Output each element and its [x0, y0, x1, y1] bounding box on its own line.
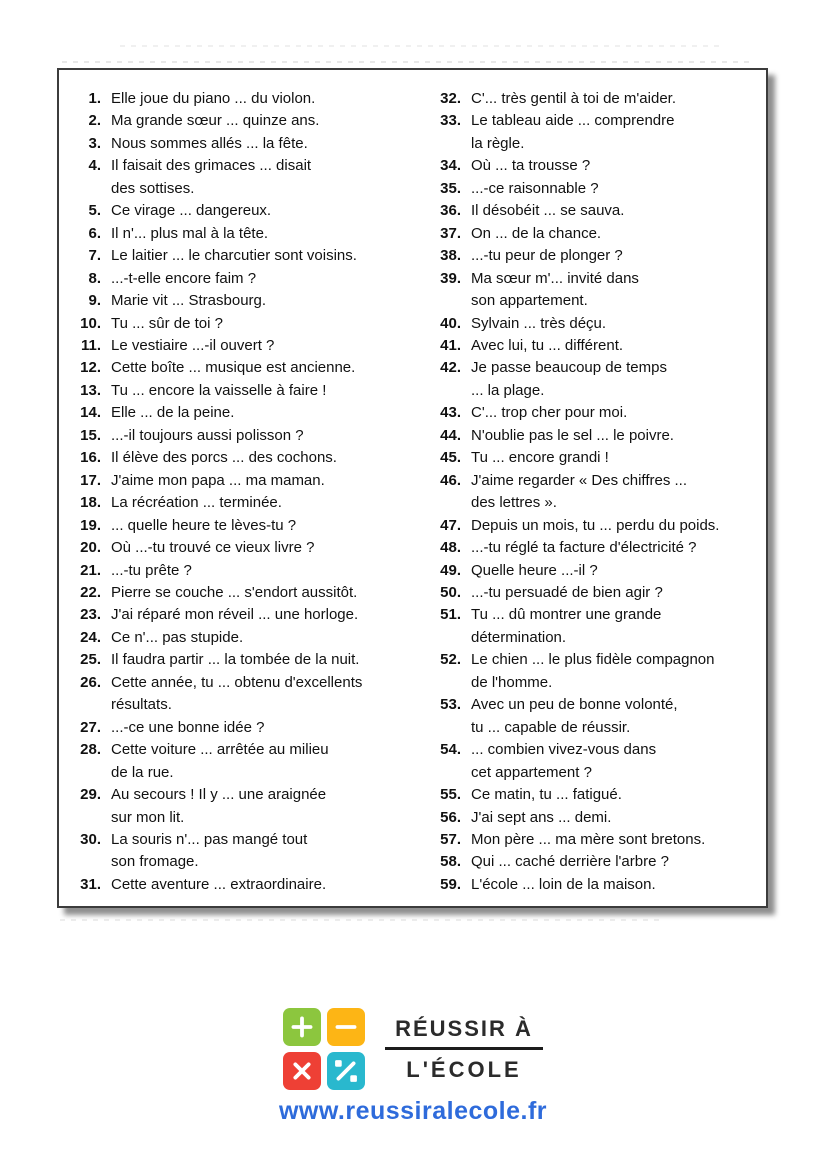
item-text: Le laitier ... le charcutier sont voisins.	[111, 247, 357, 265]
percent-icon	[327, 1052, 365, 1090]
site-footer	[0, 1008, 826, 1126]
scan-artifact	[60, 919, 660, 921]
exercise-item	[433, 223, 719, 245]
item-number: 13.	[80, 381, 101, 399]
item-number: 46.	[440, 471, 461, 489]
item-text: Cette aventure ... extraordinaire.	[111, 875, 327, 893]
item-text: Où ... ta trousse ?	[471, 157, 591, 175]
exercise-item	[73, 874, 362, 896]
exercise-item	[433, 357, 719, 402]
item-text: Le vestiaire ...-il ouvert ?	[111, 336, 275, 354]
item-text: Le tableau aide ... comprendre la règle.	[471, 112, 675, 152]
item-text: Cette année, tu ... obtenu d'excellents résultats.	[111, 673, 363, 714]
item-text: Qui ... caché derrière l'arbre ?	[471, 853, 669, 871]
item-text: Sylvain ... très déçu.	[471, 314, 607, 332]
item-text: Je passe beaucoup de temps ... la plage.	[471, 359, 667, 399]
exercise-item	[433, 313, 719, 335]
item-text: Tu ... dû montrer une grande détermination.	[471, 606, 662, 646]
item-text: Elle ... de la peine.	[111, 404, 235, 422]
item-text: C'... très gentil à toi de m'aider.	[471, 90, 676, 107]
item-number: 47.	[440, 516, 461, 534]
multiply-icon	[283, 1052, 321, 1090]
item-number: 44.	[440, 426, 461, 444]
scan-artifact	[62, 61, 752, 63]
item-text: Il faudra partir ... la tombée de la nuit.	[111, 651, 360, 669]
exercise-item	[433, 155, 719, 177]
item-number: 21.	[80, 561, 101, 579]
item-number: 39.	[440, 269, 461, 287]
exercise-item	[433, 582, 719, 604]
item-number: 18.	[80, 494, 101, 512]
item-number: 1.	[88, 90, 101, 107]
item-number: 27.	[80, 718, 101, 736]
item-text: Il élève des porcs ... des cochons.	[111, 449, 337, 467]
item-number: 17.	[80, 471, 101, 489]
item-number: 31.	[80, 875, 101, 893]
exercise-item	[73, 357, 362, 379]
item-number: 42.	[440, 359, 461, 377]
item-number: 3.	[88, 134, 101, 152]
item-text: Avec un peu de bonne volonté, tu ... capable de réussir.	[471, 696, 678, 736]
exercise-item	[73, 425, 362, 447]
item-number: 4.	[88, 157, 101, 175]
site-logo	[283, 1008, 543, 1090]
exercise-item	[433, 402, 719, 424]
exercise-item	[433, 425, 719, 447]
exercise-item	[73, 290, 362, 312]
item-text: C'... trop cher pour moi.	[471, 404, 628, 422]
exercise-item	[433, 515, 719, 537]
exercise-item	[433, 829, 719, 851]
item-number: 49.	[440, 561, 461, 579]
item-text: ...-tu persuadé de bien agir ?	[471, 583, 663, 601]
item-number: 33.	[440, 112, 461, 130]
item-number: 45.	[440, 449, 461, 467]
item-text: Ce n'... pas stupide.	[111, 628, 244, 646]
item-text: ...-il toujours aussi polisson ?	[111, 426, 304, 444]
item-number: 50.	[440, 583, 461, 601]
item-number: 57.	[440, 830, 461, 848]
exercise-item	[73, 717, 362, 739]
item-text: ...-ce raisonnable ?	[471, 179, 599, 197]
logo-text	[385, 1016, 543, 1083]
item-text: Quelle heure ...-il ?	[471, 561, 598, 579]
exercise-column-left	[73, 88, 362, 896]
plus-icon	[283, 1008, 321, 1046]
exercise-item	[73, 649, 362, 671]
item-text: Tu ... encore la vaisselle à faire !	[111, 381, 327, 399]
item-number: 28.	[80, 741, 101, 759]
exercise-item	[73, 110, 362, 132]
item-number: 14.	[80, 404, 101, 422]
item-number: 7.	[88, 247, 101, 265]
exercise-item	[433, 874, 719, 896]
item-number: 53.	[440, 696, 461, 714]
scan-artifact	[120, 45, 720, 47]
exercise-item	[73, 335, 362, 357]
worksheet-panel	[57, 68, 768, 908]
site-url: www.reussiralecole.fr	[278, 1097, 548, 1125]
exercise-item	[433, 447, 719, 469]
exercise-item	[73, 380, 362, 402]
exercise-item	[73, 829, 362, 874]
item-text: ...-tu peur de plonger ?	[471, 247, 623, 265]
item-text: Tu ... sûr de toi ?	[111, 314, 223, 332]
item-text: Au secours ! Il y ... une araignée sur mon lit.	[111, 786, 327, 826]
item-text: Mon père ... ma mère sont bretons.	[471, 830, 706, 848]
item-text: ...-tu réglé ta facture d'électricité ?	[471, 539, 697, 557]
item-number: 25.	[80, 651, 101, 669]
item-number: 6.	[88, 224, 101, 242]
exercise-item	[73, 739, 362, 784]
item-number: 10.	[80, 314, 101, 332]
item-text: Elle joue du piano ... du violon.	[111, 90, 316, 107]
item-text: N'oublie pas le sel ... le poivre.	[471, 426, 674, 444]
item-text: Il n'... plus mal à la tête.	[111, 224, 269, 242]
item-text: Ma grande sœur ... quinze ans.	[111, 112, 320, 130]
item-text: La récréation ... terminée.	[111, 494, 282, 512]
item-number: 48.	[440, 539, 461, 557]
item-text: Avec lui, tu ... différent.	[471, 336, 624, 354]
item-text: Cette boîte ... musique est ancienne.	[111, 359, 356, 377]
item-number: 34.	[440, 157, 461, 175]
item-number: 36.	[440, 202, 461, 220]
exercise-item	[433, 784, 719, 806]
item-number: 41.	[440, 336, 461, 354]
item-text: Marie vit ... Strasbourg.	[111, 292, 267, 310]
exercise-item	[73, 313, 362, 335]
item-text: ...-t-elle encore faim ?	[111, 269, 257, 287]
item-number: 24.	[80, 628, 101, 646]
logo-icon-grid	[283, 1008, 365, 1090]
exercise-item	[73, 582, 362, 604]
item-number: 2.	[88, 112, 101, 130]
item-number: 59.	[440, 875, 461, 893]
item-number: 56.	[440, 808, 461, 826]
item-number: 40.	[440, 314, 461, 332]
exercise-item	[433, 739, 719, 784]
item-number: 26.	[80, 673, 101, 691]
exercise-item	[433, 470, 719, 515]
item-text: J'aime mon papa ... ma maman.	[111, 471, 325, 489]
item-text: Il faisait des grimaces ... disait des sottises.	[111, 157, 312, 197]
exercise-item	[73, 672, 362, 717]
item-text: ... quelle heure te lèves-tu ?	[111, 516, 297, 534]
item-number: 22.	[80, 583, 101, 601]
item-text: Tu ... encore grandi !	[471, 449, 609, 467]
item-text: Il désobéit ... se sauva.	[471, 202, 625, 220]
item-text: Ce matin, tu ... fatigué.	[471, 786, 622, 804]
item-text: Depuis un mois, tu ... perdu du poids.	[471, 516, 720, 534]
exercise-item	[73, 537, 362, 559]
exercise-item	[73, 88, 362, 110]
exercise-item	[433, 268, 719, 313]
minus-icon	[327, 1008, 365, 1046]
item-number: 51.	[440, 606, 461, 624]
item-text: La souris n'... pas mangé tout son fromage.	[111, 830, 308, 871]
item-number: 9.	[88, 292, 101, 310]
exercise-item	[433, 851, 719, 873]
item-number: 54.	[440, 741, 461, 759]
exercise-item	[73, 200, 362, 222]
logo-title-bottom: L'ÉCOLE	[406, 1056, 522, 1082]
item-text: J'ai sept ans ... demi.	[471, 808, 612, 826]
item-number: 35.	[440, 179, 461, 197]
exercise-item	[433, 604, 719, 649]
exercise-item	[73, 784, 362, 829]
item-number: 52.	[440, 651, 461, 669]
item-number: 11.	[80, 336, 101, 354]
item-text: ...-ce une bonne idée ?	[111, 718, 265, 736]
exercise-item	[433, 807, 719, 829]
item-number: 58.	[440, 853, 461, 871]
exercise-item	[433, 88, 719, 110]
exercise-item	[73, 268, 362, 290]
exercise-item	[73, 245, 362, 267]
exercise-item	[433, 178, 719, 200]
exercise-item	[73, 402, 362, 424]
item-text: On ... de la chance.	[471, 224, 602, 242]
item-text: J'aime regarder « Des chiffres ... des lettres ».	[471, 471, 688, 512]
logo-divider	[385, 1047, 543, 1050]
item-number: 15.	[80, 426, 101, 444]
exercise-item	[73, 133, 362, 155]
exercise-item	[433, 649, 719, 694]
exercise-item	[433, 200, 719, 222]
exercise-item	[433, 537, 719, 559]
item-number: 12.	[80, 359, 101, 377]
item-number: 5.	[88, 202, 101, 220]
item-number: 29.	[80, 786, 101, 804]
item-number: 19.	[80, 516, 101, 534]
exercise-item	[433, 560, 719, 582]
exercise-item	[73, 604, 362, 626]
item-number: 32.	[440, 90, 461, 107]
item-text: Nous sommes allés ... la fête.	[111, 134, 308, 152]
item-number: 55.	[440, 786, 461, 804]
exercise-item	[73, 470, 362, 492]
item-text: Le chien ... le plus fidèle compagnon de l'homme.	[471, 651, 715, 691]
item-text: Ma sœur m'... invité dans son appartement.	[471, 269, 639, 310]
exercise-item	[73, 515, 362, 537]
item-number: 20.	[80, 539, 101, 557]
item-number: 43.	[440, 404, 461, 422]
item-number: 8.	[88, 269, 101, 287]
exercise-item	[73, 155, 362, 200]
item-number: 16.	[80, 449, 101, 467]
item-text: Où ...-tu trouvé ce vieux livre ?	[111, 539, 315, 557]
item-number: 38.	[440, 247, 461, 265]
item-text: L'école ... loin de la maison.	[471, 875, 656, 893]
item-number: 23.	[80, 606, 101, 624]
exercise-item	[73, 627, 362, 649]
exercise-item	[433, 335, 719, 357]
item-number: 30.	[80, 830, 101, 848]
item-text: ...-tu prête ?	[111, 561, 192, 579]
exercise-item	[73, 223, 362, 245]
item-text: ... combien vivez-vous dans cet appartement ?	[471, 741, 657, 781]
logo-title-top: RÉUSSIR À	[395, 1015, 533, 1041]
exercise-item	[433, 245, 719, 267]
exercise-item	[73, 492, 362, 514]
exercise-column-right	[433, 88, 719, 896]
exercise-item	[433, 110, 719, 155]
item-text: Pierre se couche ... s'endort aussitôt.	[111, 583, 358, 601]
exercise-item	[73, 560, 362, 582]
item-number: 37.	[440, 224, 461, 242]
exercise-item	[433, 694, 719, 739]
exercise-item	[73, 447, 362, 469]
item-text: J'ai réparé mon réveil ... une horloge.	[111, 606, 359, 624]
item-text: Cette voiture ... arrêtée au milieu de la rue.	[111, 741, 329, 781]
item-text: Ce virage ... dangereux.	[111, 202, 272, 220]
